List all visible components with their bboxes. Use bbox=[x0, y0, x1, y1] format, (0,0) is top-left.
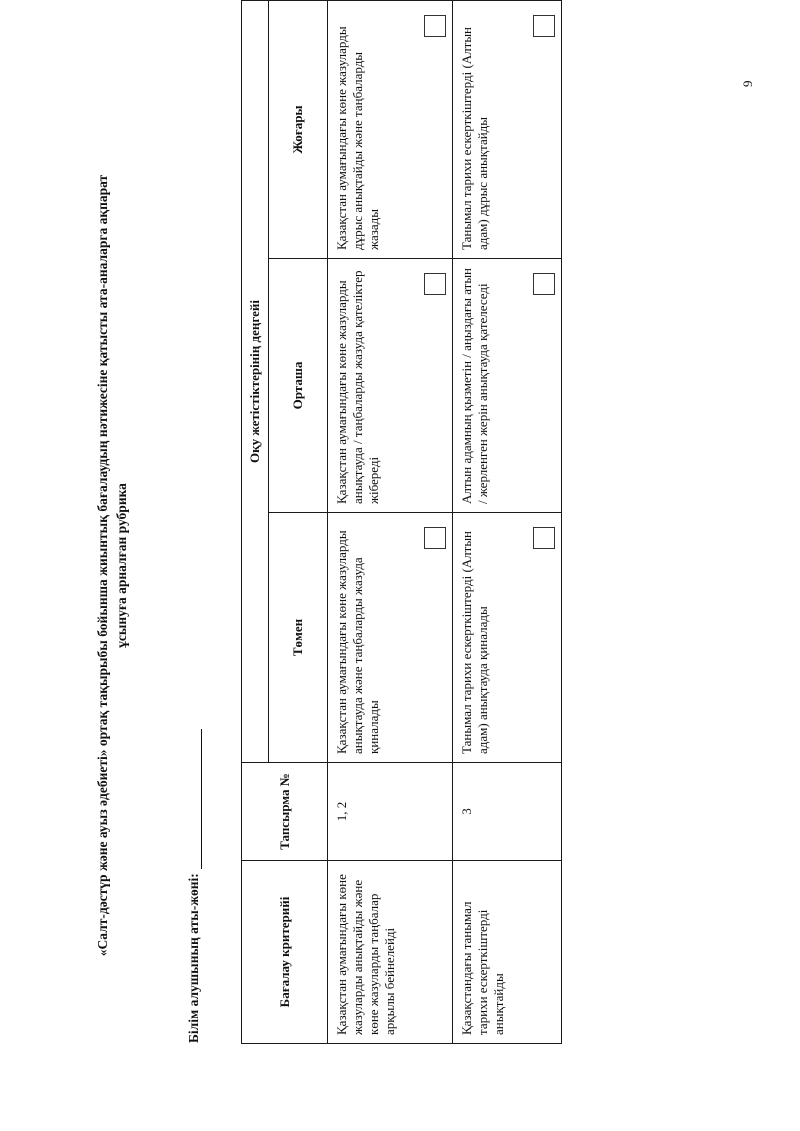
level-low-cell bbox=[328, 513, 453, 763]
checkbox[interactable] bbox=[533, 15, 555, 37]
level-medium-text: Қазақстан аумағындағы көне жазуларды анықтауда / таңбаларды жазуда қателіктер жібереді bbox=[334, 270, 381, 504]
rubric-table bbox=[241, 0, 562, 1044]
header-high: Жоғары bbox=[269, 0, 328, 258]
page-number: 9 bbox=[740, 80, 755, 87]
level-high-cell bbox=[328, 0, 453, 258]
level-high-text: Қазақстан аумағындағы көне жазуларды дұрыс анықтайды және таңбаларды жазады bbox=[334, 26, 381, 250]
checkbox[interactable] bbox=[533, 273, 555, 295]
checkbox[interactable] bbox=[533, 527, 555, 549]
checkbox[interactable] bbox=[424, 15, 446, 37]
title-line-1: «Салт-дәстүр және ауыз әдебиеті» ортақ тақырыбы бойынша жиынтық бағалаудың нәтижесіне қатысты ата-аналарга ақпарат bbox=[95, 174, 110, 957]
level-medium-text: Алтын адамның қызметін / аңыздағы атын / жерленген жерін анықтауда қателеседі bbox=[459, 267, 490, 504]
header-medium: Орташа bbox=[269, 259, 328, 513]
level-medium-cell bbox=[328, 259, 453, 513]
criteria-cell: Қазақстандағы танымал тарихи ескерткіштерді анықтайды bbox=[453, 861, 562, 1044]
task-cell: 3 bbox=[453, 763, 562, 861]
level-low-text: Танымал тарихи ескерткіштерді (Алтын адам) анықтауда қиналады bbox=[459, 530, 490, 754]
level-high-cell bbox=[453, 0, 562, 258]
student-name-row bbox=[186, 729, 202, 1043]
level-low-cell bbox=[453, 513, 562, 763]
table-row bbox=[453, 0, 562, 1043]
level-high-text: Танымал тарихи ескерткіштерді (Алтын адам) дұрыс анықтайды bbox=[459, 26, 490, 250]
student-name-blank[interactable] bbox=[187, 729, 202, 869]
student-name-label: Білім алушының аты-жөні: bbox=[186, 873, 201, 1043]
table-row bbox=[328, 0, 453, 1043]
criteria-cell: Қазақстан аумағындағы көне жазуларды анықтайды және көне жазуларды таңбалар арқылы бейнелейді bbox=[328, 861, 453, 1044]
task-cell: 1, 2 bbox=[328, 763, 453, 861]
header-task: Тапсырма № bbox=[242, 763, 328, 861]
checkbox[interactable] bbox=[424, 527, 446, 549]
header-criteria: Бағалау критерийі bbox=[242, 861, 328, 1044]
header-low: Төмен bbox=[269, 513, 328, 763]
level-medium-cell bbox=[453, 259, 562, 513]
title-line-2: ұсынуға арналған рубрика bbox=[114, 483, 129, 648]
document-title bbox=[93, 60, 131, 1071]
level-low-text: Қазақстан аумағындағы көне жазуларды анықтауда және таңбаларды жазуда қиналады bbox=[334, 530, 381, 754]
checkbox[interactable] bbox=[424, 273, 446, 295]
header-levels-group: Оқу жетістіктерінің деңгейі bbox=[242, 0, 269, 762]
